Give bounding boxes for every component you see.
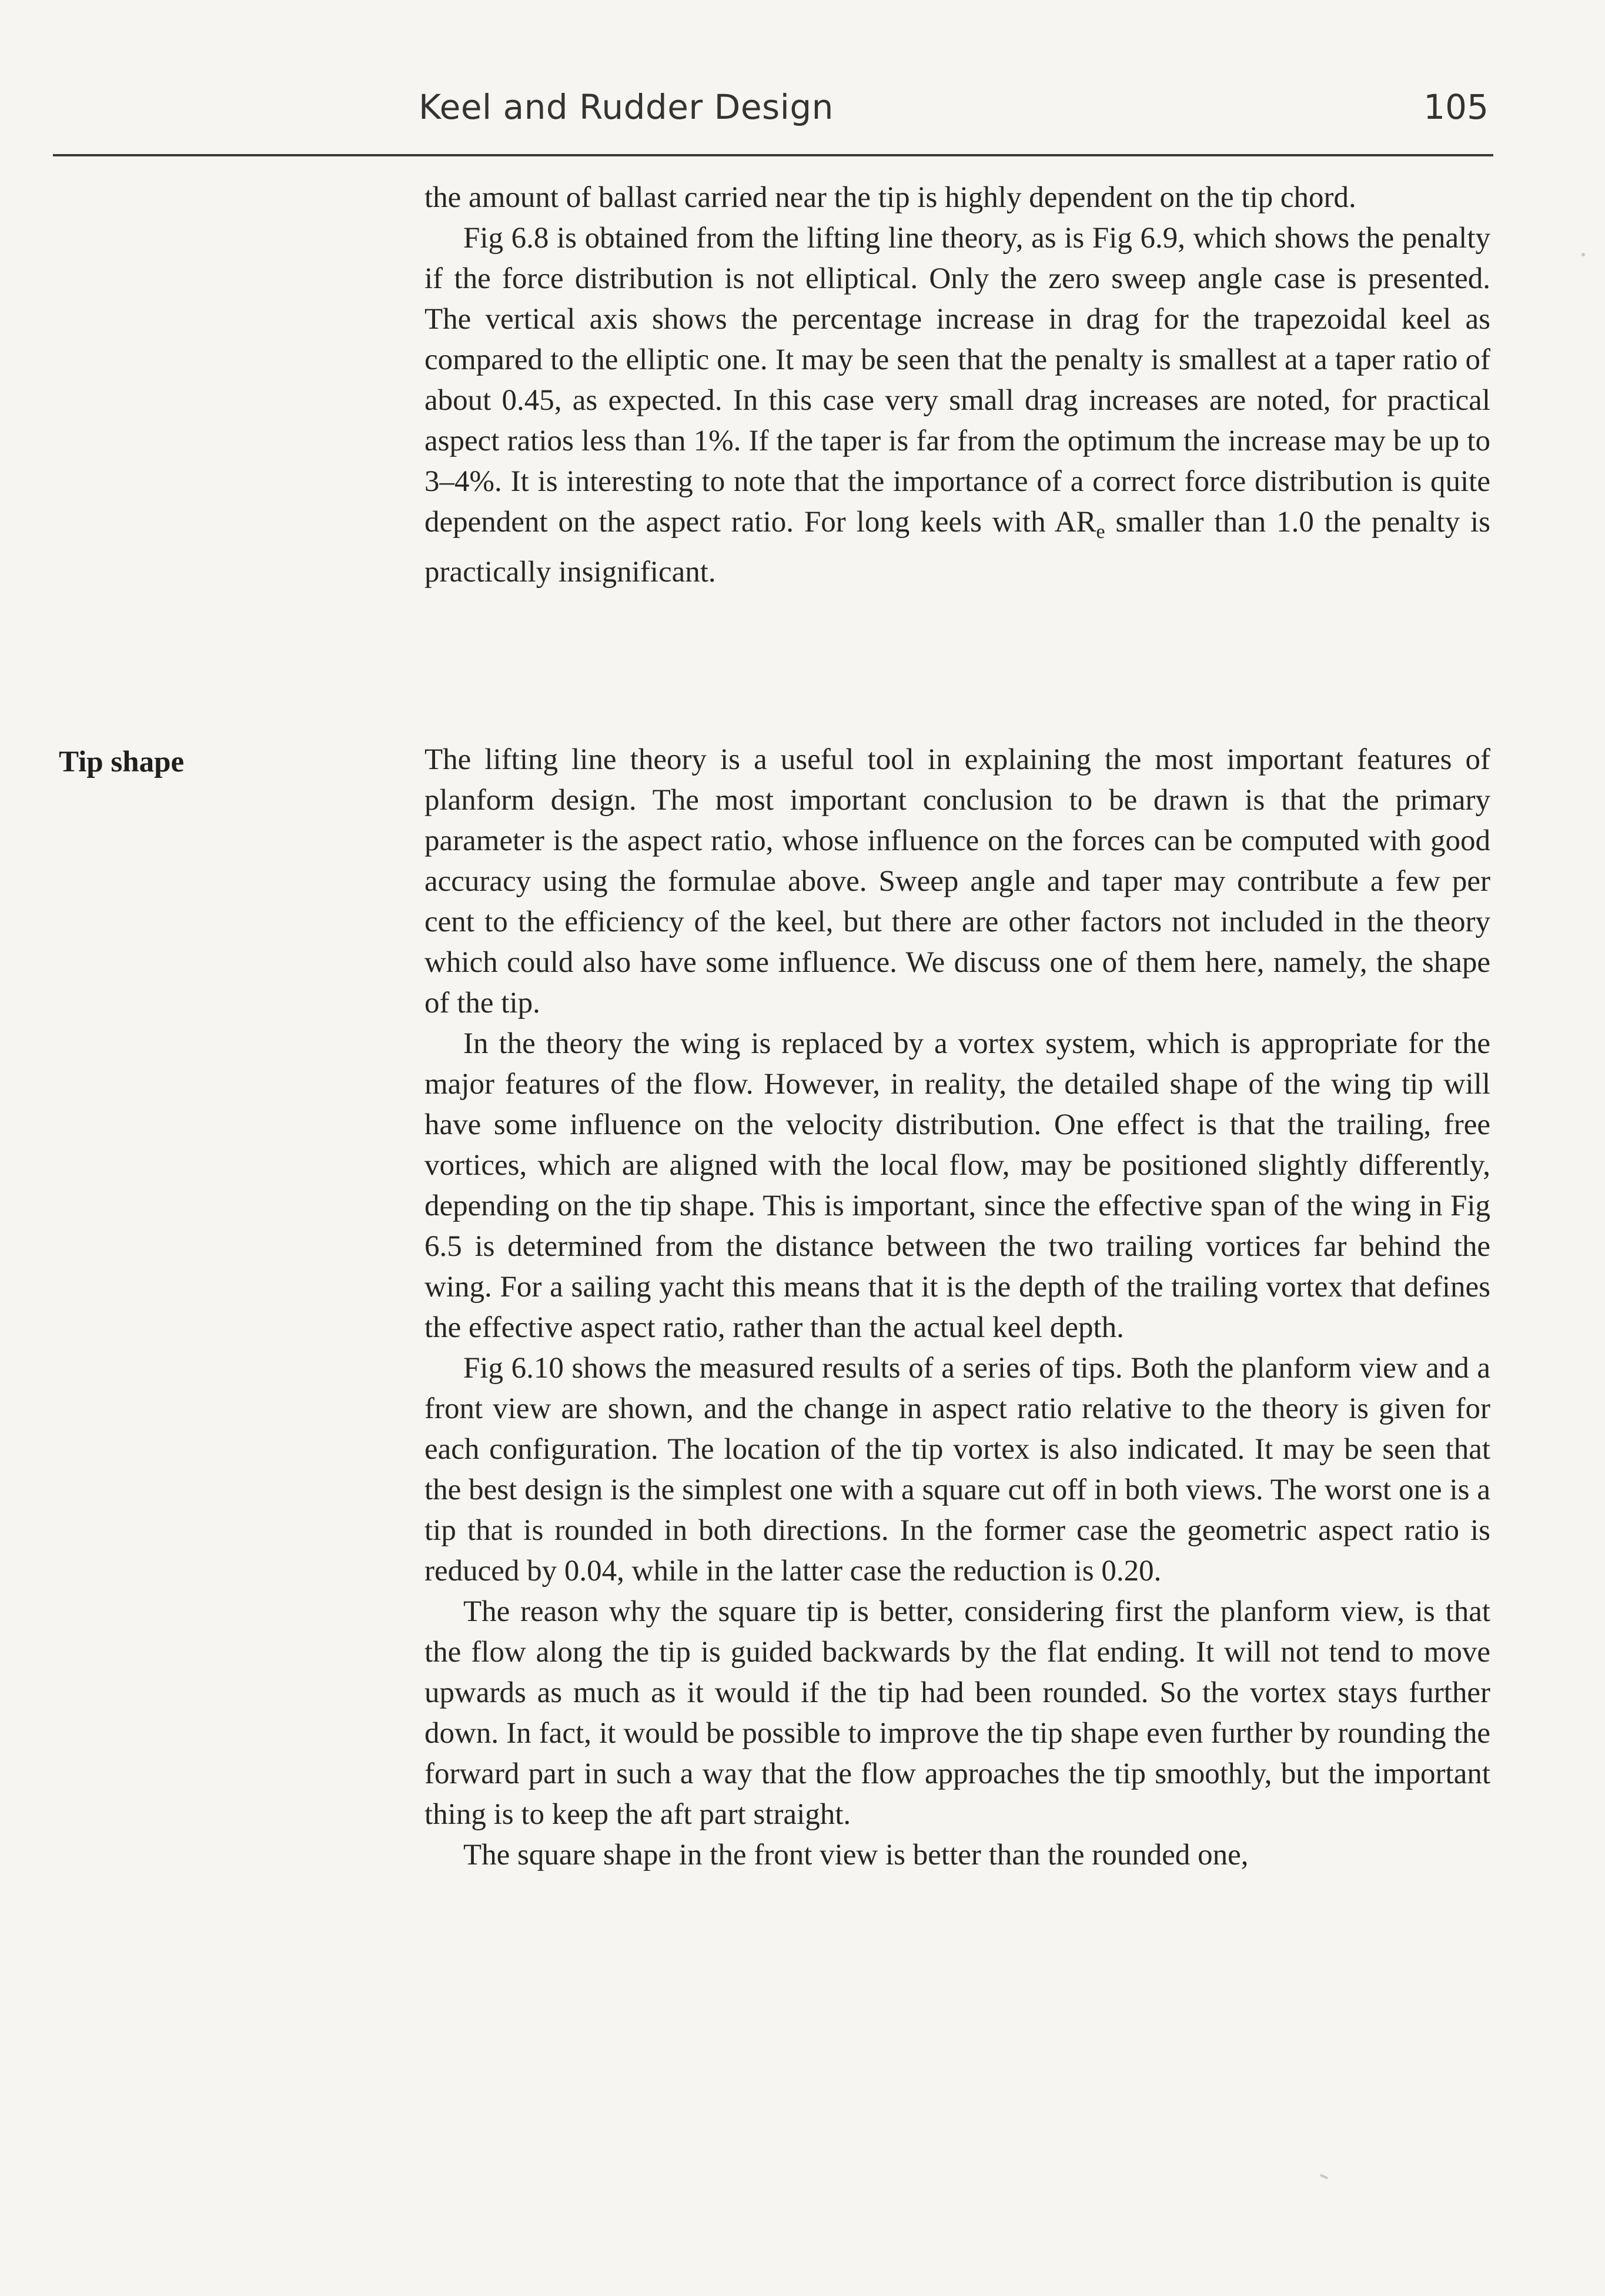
- paragraph-text: Fig 6.8 is obtained from the lifting line theory, as is Fig 6.9, which shows the penalty if the force distribution is not elliptical. Only the zero sweep angle case is presented. The vertical axis shows the percentage increase in drag for the trapezoidal keel as compared to the elliptic one. It may be seen that the penalty is smallest at a taper ratio of about 0.45, as expected. In this case very small drag increases are noted, for practical aspect ratios less than 1%. If the taper is far from the optimum the increase may be up to 3–4%. It is interesting to note that the importance of a correct force distribution is quite dependent on the aspect ratio. For long keels with AR: [424, 222, 1490, 539]
- scan-speck: [1581, 253, 1585, 256]
- paragraph: The square shape in the front view is better than the rounded one,: [463, 1839, 1249, 1871]
- paragraph: The lifting line theory is a useful tool in explaining the most important features of planform design. The most important conclusion to be drawn is that the primary parameter is the aspect ratio, whose influence on the forces can be computed with good accuracy using the formulae above. Sweep angle and taper may contribute a few per cent to the efficiency of the keel, but there are other factors not included in the theory which could also have some influence. We discuss one of them here, namely, the shape of the tip.: [424, 743, 1490, 1020]
- paragraph: The reason why the square tip is better, considering first the planform view, is that the flow along the tip is guided backwards by the flat ending. It will not tend to move upwards as much as it would if the tip had been rounded. So the vortex stays further down. In fact, it would be possible to improve the tip shape even further by rounding the forward part in such a way that the flow approaches the tip smoothly, but the important thing is to keep the aft part straight.: [424, 1595, 1490, 1831]
- running-title: Keel and Rudder Design: [419, 87, 834, 127]
- section-heading: Tip shape: [59, 746, 185, 778]
- scan-speck: [1320, 2174, 1328, 2180]
- paragraph-text-tail: smaller than 1.0 the penalty is practically insignificant.: [424, 506, 1491, 589]
- header-rule: [53, 154, 1493, 156]
- paragraph: In the theory the wing is replaced by a vortex system, which is appropriate for the major features of the flow. However, in reality, the detailed shape of the wing tip will have some influence on the velocity distribution. One effect is that the trailing, free vortices, which are aligned with the local flow, may be positioned slightly differently, depending on the tip shape. This is important, since the effective span of the wing in Fig 6.5 is determined from the distance between the two trailing vortices far behind the wing. For a sailing yacht this means that it is the depth of the trailing vortex that defines the effective aspect ratio, rather than the actual keel depth.: [424, 1027, 1490, 1344]
- paragraph: [424, 218, 1490, 593]
- page-number: 105: [1423, 87, 1489, 127]
- subscript: e: [1096, 521, 1105, 543]
- paragraph: the amount of ballast carried near the tip is highly dependent on the tip chord.: [424, 181, 1356, 214]
- page-header: [419, 82, 1489, 135]
- paragraph: Fig 6.10 shows the measured results of a series of tips. Both the planform view and a front view are shown, and the change in aspect ratio relative to the theory is given for each configuration. The location of the tip vortex is also indicated. It may be seen that the best design is the simplest one with a square cut off in both views. The worst one is a tip that is rounded in both directions. In the former case the geometric aspect ratio is reduced by 0.04, while in the latter case the reduction is 0.20.: [424, 1352, 1490, 1588]
- body-text-tip-shape: [424, 740, 1490, 1876]
- body-text-continued: [424, 178, 1490, 593]
